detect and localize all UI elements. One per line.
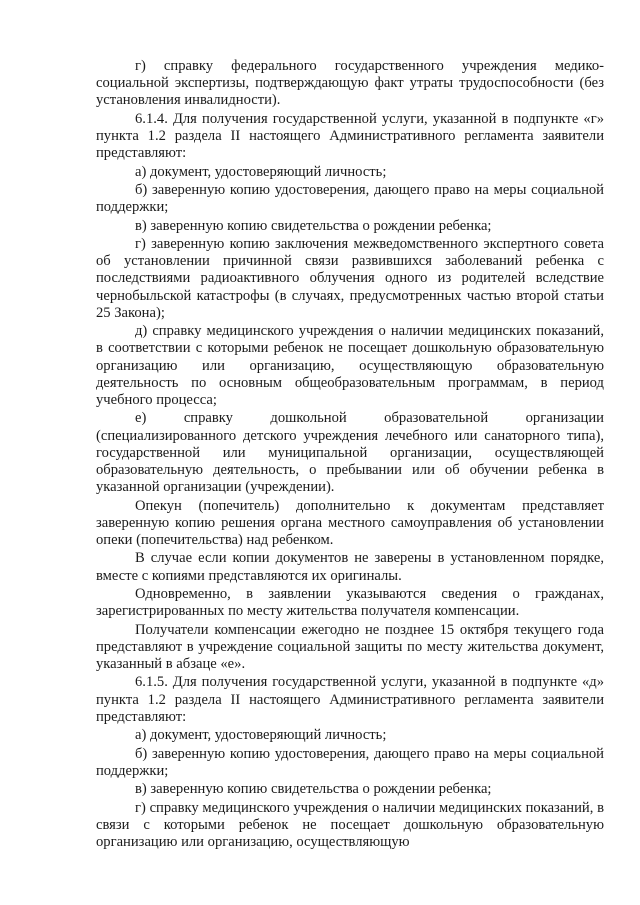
- paragraph-section-6-1-5: 6.1.5. Для получения государственной услуги, указанной в подпункте «д» пункта 1.2 раздела II настоящего Административного регламента заявители представляют:: [96, 674, 604, 725]
- paragraph-section-6-1-4: 6.1.4. Для получения государственной услуги, указанной в подпункте «г» пункта 1.2 раздела II настоящего Административного регламента заявители представляют:: [96, 110, 604, 162]
- paragraph-annual-deadline: Получатели компенсации ежегодно не позднее 15 октября текущего года представляют в учреждение социальной защиты по месту жительства документ, указанный в абзаце «е».: [96, 621, 604, 672]
- paragraph-item-g-expert-council: г) заверенную копию заключения межведомственного экспертного совета об установлении причинной связи развившихся заболеваний ребенка с последствиями радиоактивного облучения одного из родителей вследствие чернобыльской катастрофы (в случаях, предусмотренных частью второй статьи 25 Закона);: [96, 235, 604, 321]
- paragraph-item-e-preschool-certificate: е) справку дошкольной образовательной организации (специализированного детского учреждения лечебного или санаторного типа), государственной или муниципальной организации, осуществляющей образовательную деятельность, о пребывании или об обучении ребенка в указанной организации (учреждении).: [96, 410, 604, 496]
- paragraph-item-v-birth-certificate-2: в) заверенную копию свидетельства о рождении ребенка;: [135, 781, 492, 798]
- document-page: [96, 58, 604, 852]
- paragraph-item-a-identity-2: а) документ, удостоверяющий личность;: [135, 727, 387, 744]
- paragraph-item-b-certificate-copy: б) заверенную копию удостоверения, дающего право на меры социальной поддержки;: [96, 181, 604, 216]
- paragraph-registered-citizens: Одновременно, в заявлении указываются сведения о гражданах, зарегистрированных по месту жительства получателя компенсации.: [96, 585, 604, 620]
- paragraph-uncertified-copies: В случае если копии документов не заверены в установленном порядке, вместе с копиями представляются их оригиналы.: [96, 550, 604, 584]
- paragraph-item-g-medical-expertise: г) справку федерального государственного учреждения медико-социальной экспертизы, подтверждающую факт утраты трудоспособности (без установления инвалидности).: [96, 58, 604, 109]
- paragraph-item-d-medical-certificate: д) справку медицинского учреждения о наличии медицинских показаний, в соответствии с которыми ребенок не посещает дошкольную образовательную организацию или организацию, осуществляющую образовательную деятельность по основным общеобразовательным программам, в период учебного процесса;: [96, 323, 604, 408]
- paragraph-item-b-certificate-copy-2: б) заверенную копию удостоверения, дающего право на меры социальной поддержки;: [96, 745, 604, 779]
- paragraph-item-v-birth-certificate: в) заверенную копию свидетельства о рождении ребенка;: [135, 217, 492, 234]
- paragraph-guardian: Опекун (попечитель) дополнительно к документам представляет заверенную копию решения органа местного самоуправления об установлении опеки (попечительства) над ребенком.: [96, 497, 604, 548]
- paragraph-item-g-medical-certificate-2: г) справку медицинского учреждения о наличии медицинских показаний, в связи с которыми ребенок не посещает дошкольную образовательную организацию или организацию, осуществляющую: [96, 799, 604, 850]
- paragraph-item-a-identity: а) документ, удостоверяющий личность;: [135, 163, 387, 180]
